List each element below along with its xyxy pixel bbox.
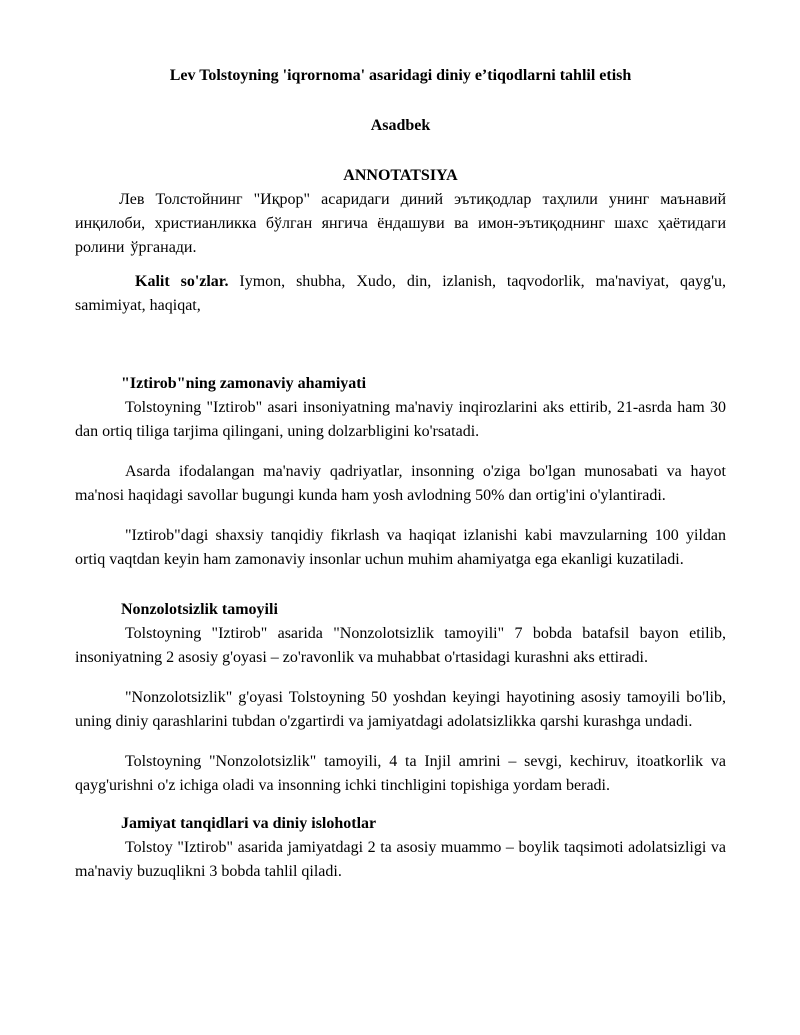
document-page [75,64,726,884]
section-paragraph: Tolstoyning "Iztirob" asarida "Nonzolotsizlik tamoyili" 7 bobda batafsil bayon etilib, insoniyatning 2 asosiy g'oyasi – zo'ravonlik va muhabbat o'rtasidagi kurashni aks ettiradi. [75,625,726,666]
section-heading: "Iztirob"ning zamonaviy ahamiyati [121,375,367,392]
section-nonviolence [75,598,726,798]
annotation-body: Лев Толстойнинг "Иқрор" асаридаги диний эътиқодлар таҳлили унинг маънавий инқилоби, христианликка бўлган янгича ёндашуви ва имон-эътиқоднинг шахс ҳаётидаги ролини ўрганади. [75,191,726,256]
section-paragraph: "Nonzolotsizlik" g'oyasi Tolstoyning 50 yoshdan keyingi hayotining asosiy tamoyili bo'lib, uning diniy qarashlarini tubdan o'zgartirdi va jamiyatdagi adolatsizlikka qarshi kurashga undadi. [75,689,726,730]
document-author: Asadbek [370,117,431,134]
section-paragraph: Asarda ifodalangan ma'naviy qadriyatlar, insonning o'ziga bo'lgan munosabati va hayot ma'nosi haqidagi savollar bugungi kunda ham yosh avlodning 50% dan ortig'ini o'ylantiradi. [75,463,726,504]
keywords-label: Kalit so'zlar. [135,273,229,290]
annotation-text [75,188,726,260]
annotation-heading: ANNOTATSIYA [343,167,458,184]
section-paragraph: Tolstoy "Iztirob" asarida jamiyatdagi 2 ta asosiy muammo – boylik taqsimoti adolatsizligi va ma'naviy buzuqlikni 3 bobda tahlil qiladi. [75,839,726,880]
section-social-critique [75,812,726,884]
section-heading: Nonzolotsizlik tamoyili [121,601,278,618]
section-heading: Jamiyat tanqidlari va diniy islohotlar [121,815,377,832]
document-title: Lev Tolstoyning 'iqrornoma' asaridagi diniy e’tiqodlarni tahlil etish [169,67,632,84]
section-modern-significance [75,372,726,572]
section-paragraph: "Iztirob"dagi shaxsiy tanqidiy fikrlash va haqiqat izlanishi kabi mavzularning 100 yildan ortiq vaqtdan keyin ham zamonaviy insonlar uchun muhim ahamiyatga ega ekanligi kuzatiladi. [75,527,726,568]
keywords-paragraph [75,270,726,318]
section-paragraph: Tolstoyning "Nonzolotsizlik" tamoyili, 4 ta Injil amrini – sevgi, kechiruv, itoatkorlik va qayg'urishni o'z ichiga oladi va insonning ichki tinchligini topishiga yordam beradi. [75,753,726,794]
keywords-text: Iymon, shubha, Xudo, din, izlanish, taqvodorlik, ma'naviyat, qayg'u, samimiyat, haqiqat, [75,273,727,314]
section-paragraph: Tolstoyning "Iztirob" asari insoniyatning ma'naviy inqirozlarini aks ettirib, 21-asrda ham 30 dan ortiq tiliga tarjima qilingani, uning dolzarbligini ko'rsatadi. [75,399,726,440]
